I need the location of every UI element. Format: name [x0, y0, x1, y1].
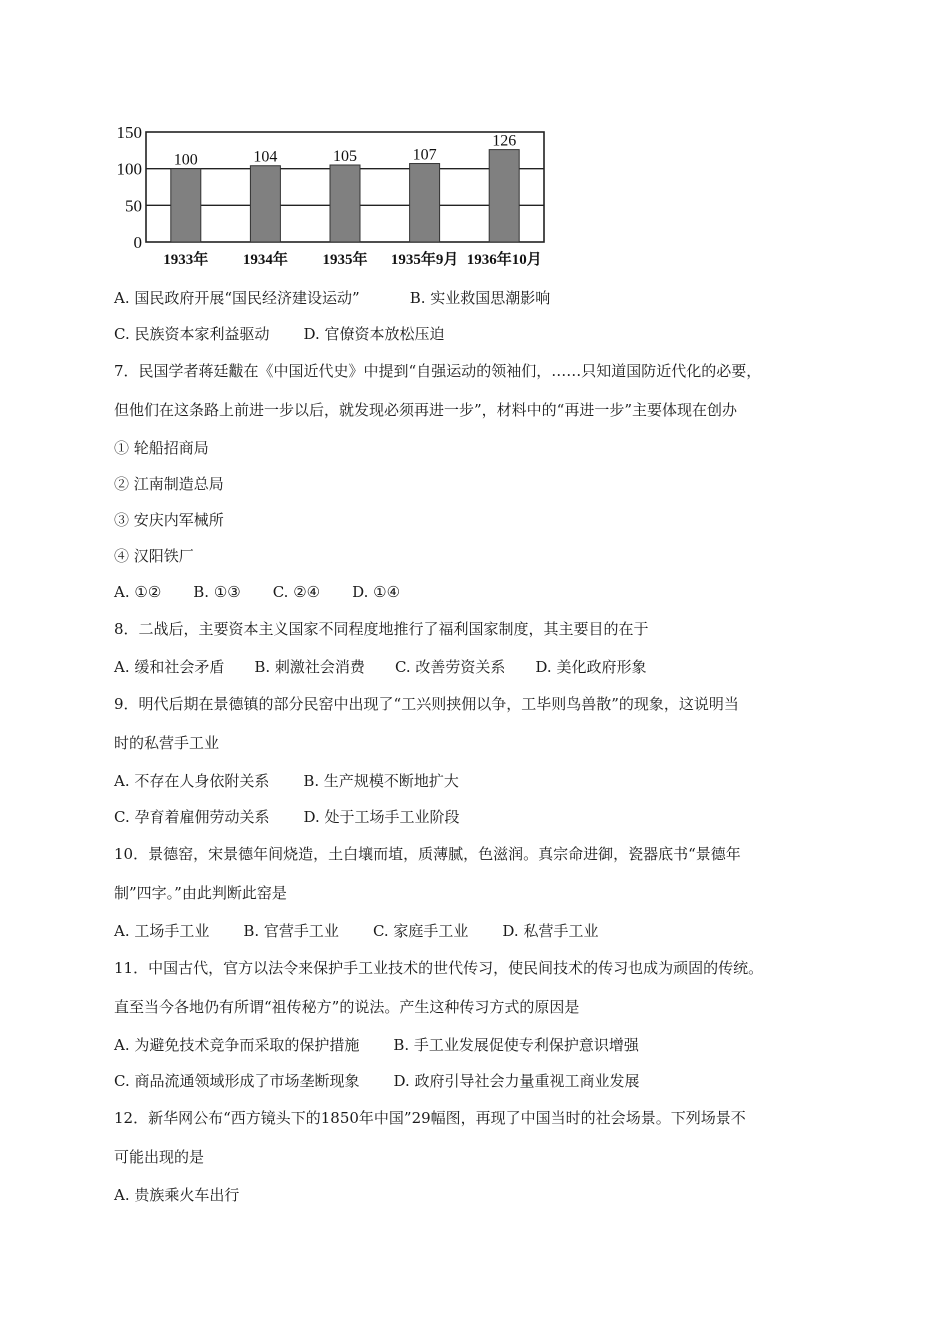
q11-option-b: B. 手工业发展促使专利保护意识增强	[393, 1036, 639, 1054]
q11-stem-line-1: 11．中国古代，官方以法令来保护手工业技术的世代传习，使民间技术的传习也成为顽固的传统。	[114, 959, 764, 977]
q10-option-c: C. 家庭手工业	[372, 922, 469, 940]
q11-stem-line-2: 直至当今各地仍有所谓“祖传秘方”的说法。产生这种传习方式的原因是	[114, 998, 580, 1016]
bar	[250, 166, 280, 242]
bar	[489, 150, 519, 242]
q7-item-1: ① 轮船招商局	[114, 439, 209, 457]
bar	[330, 165, 360, 242]
q12-stem-line-1: 12．新华网公布“西方镜头下的1850年中国”29幅图，再现了中国当时的社会场景。下列场景不	[114, 1109, 746, 1127]
x-tick-label: 1935年	[322, 252, 368, 268]
q9-stem-line-1: 9．明代后期在景德镇的部分民窑中出现了“工兴则挟佣以争，工毕则鸟兽散”的现象，这说明当	[114, 695, 739, 713]
q9-option-a: A. 不存在人身依附关系	[114, 772, 270, 790]
q7-option-c: C. ②④	[272, 583, 321, 601]
q6-options-row-1	[114, 280, 854, 316]
q9-option-c: C. 孕育着雇佣劳动关系	[114, 808, 270, 826]
q9-option-b: B. 生产规模不断地扩大	[303, 772, 459, 790]
q7-option-a: A. ①②	[114, 583, 162, 601]
q11-option-a: A. 为避免技术竞争而采取的保护措施	[114, 1036, 360, 1054]
q8-stem: 8．二战后，主要资本主义国家不同程度地推行了福利国家制度，其主要目的在于	[114, 620, 649, 638]
y-tick-label: 100	[116, 159, 142, 179]
q7-options	[114, 574, 854, 610]
q9-stem-line-2: 时的私营手工业	[114, 734, 220, 752]
q7-item-2: ② 江南制造总局	[114, 475, 224, 493]
x-tick-label: 1933年	[163, 252, 209, 268]
q12-options	[114, 1177, 854, 1213]
x-tick-label: 1934年	[242, 252, 288, 268]
y-tick-label: 50	[125, 196, 142, 216]
q11-options-row-2	[114, 1063, 854, 1099]
q7-item-3: ③ 安庆内军械所	[114, 511, 224, 529]
q6-option-b: B. 实业救国思潮影响	[409, 289, 551, 307]
q9-option-d: D. 处于工场手工业阶段	[303, 808, 460, 826]
q8-option-d: D. 美化政府形象	[535, 658, 647, 676]
q7-item-4: ④ 汉阳铁厂	[114, 547, 194, 565]
q10-options	[114, 913, 854, 949]
q7-option-b: B. ①③	[193, 583, 241, 601]
bar-data-label: 100	[173, 151, 198, 169]
bar	[171, 169, 201, 242]
q7-stem-line-1: 7．民国学者蒋廷黻在《中国近代史》中提到“自强运动的领袖们，……只知道国防近代化的必要，	[114, 362, 762, 380]
bar	[410, 164, 440, 242]
q10-stem-line-2: 制”四字。”由此判断此窑是	[114, 884, 287, 902]
q12-stem-line-2: 可能出现的是	[114, 1148, 205, 1166]
q6-option-a: A. 国民政府开展“国民经济建设运动”	[114, 289, 360, 307]
x-tick-label: 1936年10月	[466, 252, 542, 268]
q7-option-d: D. ①④	[352, 583, 401, 601]
bar-chart	[108, 122, 558, 274]
y-tick-label: 0	[133, 233, 142, 252]
bar-data-label: 126	[492, 132, 517, 150]
q12-option-a: A. 贵族乘火车出行	[114, 1186, 240, 1204]
q11-option-d: D. 政府引导社会力量重视工商业发展	[393, 1072, 640, 1090]
y-tick-label: 150	[116, 123, 142, 142]
bar-data-label: 107	[412, 146, 437, 164]
q10-option-d: D. 私营手工业	[502, 922, 599, 940]
q10-stem-line-1: 10．景德窑，宋景德年间烧造，土白壤而埴，质薄腻，色滋润。真宗命进御，瓷器底书“景德年	[114, 845, 741, 863]
bar-data-label: 105	[333, 148, 357, 165]
q8-option-c: C. 改善劳资关系	[394, 658, 506, 676]
q6-option-d: D. 官僚资本放松压迫	[303, 325, 445, 343]
q11-option-c: C. 商品流通领域形成了市场垄断现象	[114, 1072, 360, 1090]
q6-option-c: C. 民族资本家利益驱动	[114, 325, 270, 343]
q10-option-a: A. 工场手工业	[114, 922, 210, 940]
q8-options	[114, 649, 854, 685]
q7-stem-line-2: 但他们在这条路上前进一步以后，就发现必须再进一步”，材料中的“再进一步”主要体现在创办	[114, 401, 738, 419]
q10-option-b: B. 官营手工业	[243, 922, 339, 940]
q9-options-row-2	[114, 799, 854, 835]
q9-options-row-1	[114, 763, 854, 799]
q6-options-row-2	[114, 316, 854, 352]
question-list	[114, 280, 854, 1213]
bar-data-label: 104	[253, 148, 278, 166]
x-tick-label: 1935年9月	[390, 252, 459, 268]
q8-option-a: A. 缓和社会矛盾	[114, 658, 225, 676]
q11-options-row-1	[114, 1027, 854, 1063]
q8-option-b: B. 刺激社会消费	[254, 658, 365, 676]
